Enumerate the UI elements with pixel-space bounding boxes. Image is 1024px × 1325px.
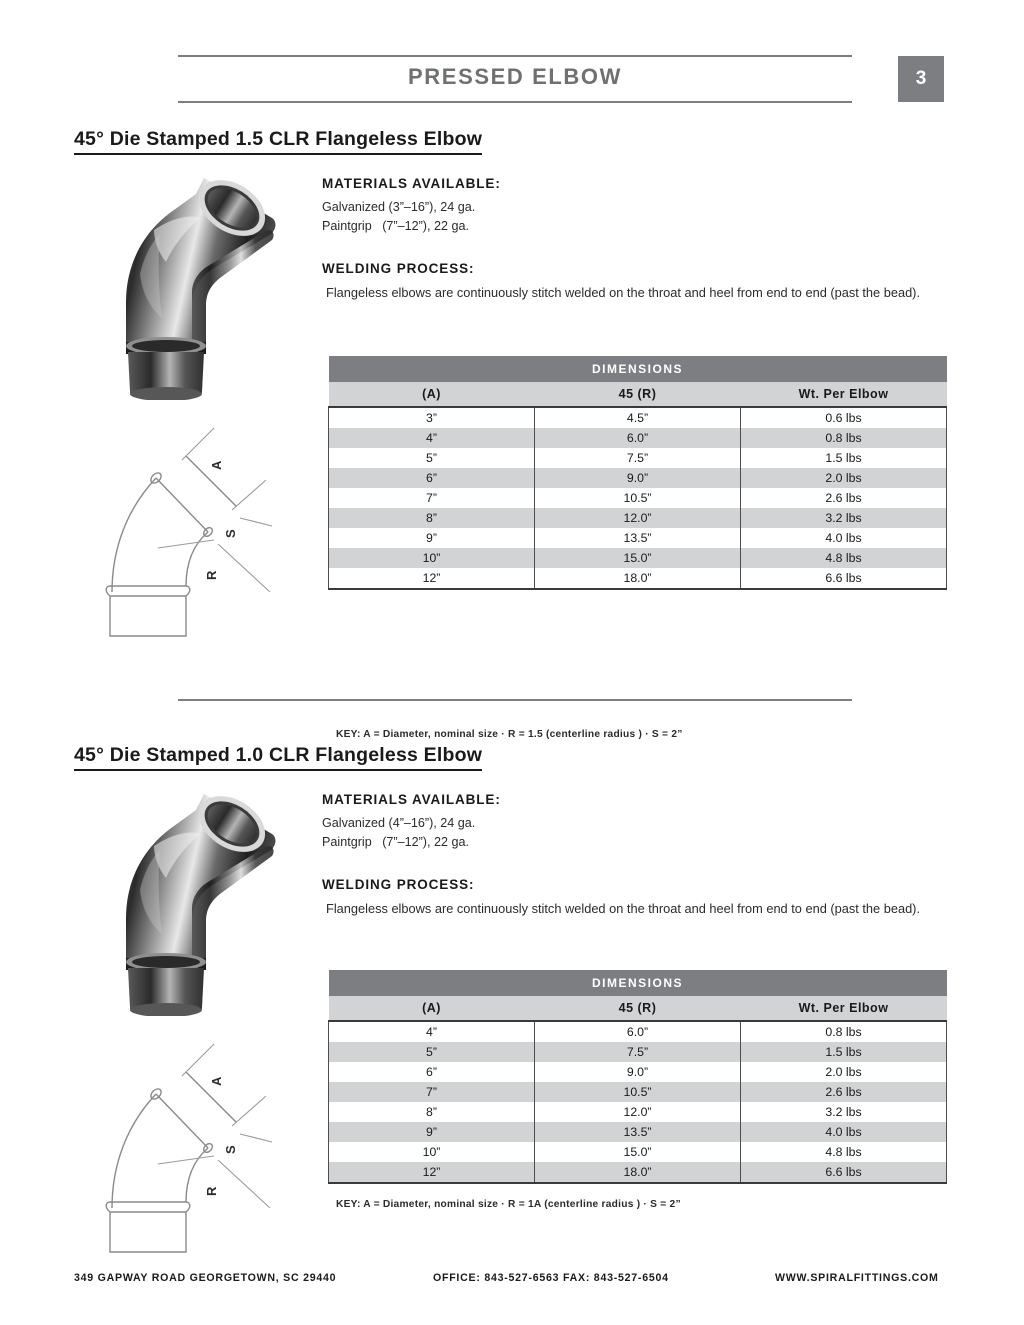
cell-weight: 6.6 lbs xyxy=(741,1162,947,1183)
material-line: Paintgrip (7”–12”), 22 ga. xyxy=(322,218,470,233)
cell-diameter: 8” xyxy=(329,1102,535,1122)
cell-weight: 1.5 lbs xyxy=(741,448,947,468)
table-title: DIMENSIONS xyxy=(329,970,947,996)
cell-radius: 6.0” xyxy=(535,1021,741,1042)
cell-radius: 4.5” xyxy=(535,407,741,428)
cell-diameter: 3” xyxy=(329,407,535,428)
table-header-row xyxy=(329,382,947,407)
column-header-a: (A) xyxy=(329,996,535,1021)
cell-radius: 15.0” xyxy=(535,1142,741,1162)
drawing-label-a: A xyxy=(209,460,224,470)
cell-diameter: 5” xyxy=(329,448,535,468)
cell-radius: 10.5” xyxy=(535,488,741,508)
cell-radius: 18.0” xyxy=(535,1162,741,1183)
drawing-label-r: R xyxy=(204,570,219,580)
cell-radius: 10.5” xyxy=(535,1082,741,1102)
cell-weight: 2.0 lbs xyxy=(741,468,947,488)
cell-weight: 3.2 lbs xyxy=(741,1102,947,1122)
table-key: KEY: A = Diameter, nominal size · R = 1.5 (centerline radius ) · S = 2” xyxy=(336,729,683,740)
cell-weight: 0.8 lbs xyxy=(741,428,947,448)
cell-diameter: 7” xyxy=(329,488,535,508)
table-body xyxy=(329,1021,947,1183)
column-header-weight: Wt. Per Elbow xyxy=(741,382,947,407)
cell-weight: 4.0 lbs xyxy=(741,1122,947,1142)
cell-weight: 4.8 lbs xyxy=(741,548,947,568)
page-footer xyxy=(0,1272,1024,1296)
table-row xyxy=(329,1082,947,1102)
table-row xyxy=(329,1142,947,1162)
drawing-label-s: S xyxy=(223,1145,238,1154)
cell-diameter: 4” xyxy=(329,428,535,448)
table-body xyxy=(329,407,947,589)
material-line: Paintgrip (7”–12”), 22 ga. xyxy=(322,834,470,849)
table-row xyxy=(329,448,947,468)
cell-radius: 13.5” xyxy=(535,1122,741,1142)
cell-radius: 18.0” xyxy=(535,568,741,589)
elbow-dimension-drawing xyxy=(90,1030,310,1255)
cell-diameter: 8” xyxy=(329,508,535,528)
table-header-row xyxy=(329,996,947,1021)
pressed-elbow-photo xyxy=(96,786,286,1016)
cell-weight: 2.0 lbs xyxy=(741,1062,947,1082)
page-number-badge: 3 xyxy=(898,56,944,102)
cell-weight: 0.8 lbs xyxy=(741,1021,947,1042)
page-title: PRESSED ELBOW xyxy=(408,64,622,89)
table-title-row xyxy=(329,356,947,382)
section-title: 45° Die Stamped 1.5 CLR Flangeless Elbow xyxy=(74,128,482,155)
table-title-row xyxy=(329,970,947,996)
header-rule-top xyxy=(178,55,852,57)
cell-radius: 12.0” xyxy=(535,1102,741,1122)
column-header-r: 45 (R) xyxy=(535,382,741,407)
cell-diameter: 4” xyxy=(329,1021,535,1042)
cell-weight: 2.6 lbs xyxy=(741,1082,947,1102)
cell-radius: 7.5” xyxy=(535,448,741,468)
table-row xyxy=(329,1162,947,1183)
material-line: Galvanized (3”–16”), 24 ga. xyxy=(322,200,476,214)
cell-radius: 15.0” xyxy=(535,548,741,568)
cell-radius: 7.5” xyxy=(535,1042,741,1062)
table-row xyxy=(329,1062,947,1082)
column-header-r: 45 (R) xyxy=(535,996,741,1021)
cell-radius: 12.0” xyxy=(535,508,741,528)
dimensions-table xyxy=(328,970,947,1184)
drawing-label-r: R xyxy=(204,1186,219,1196)
welding-body: Flangeless elbows are continuously stitch welded on the throat and heel from end to end (past the bead). xyxy=(326,901,920,917)
table-row xyxy=(329,1021,947,1042)
materials-heading: MATERIALS AVAILABLE: xyxy=(322,176,501,191)
cell-weight: 0.6 lbs xyxy=(741,407,947,428)
cell-radius: 9.0” xyxy=(535,1062,741,1082)
section-divider xyxy=(178,699,852,701)
table-row xyxy=(329,407,947,428)
table-row xyxy=(329,568,947,589)
table-row xyxy=(329,508,947,528)
cell-diameter: 6” xyxy=(329,1062,535,1082)
cell-diameter: 10” xyxy=(329,1142,535,1162)
cell-weight: 4.0 lbs xyxy=(741,528,947,548)
elbow-photo-graphic xyxy=(96,170,286,400)
table-row xyxy=(329,548,947,568)
materials-heading: MATERIALS AVAILABLE: xyxy=(322,792,501,807)
cell-radius: 9.0” xyxy=(535,468,741,488)
cell-diameter: 10” xyxy=(329,548,535,568)
cell-diameter: 7” xyxy=(329,1082,535,1102)
section-title: 45° Die Stamped 1.0 CLR Flangeless Elbow xyxy=(74,744,482,771)
welding-body: Flangeless elbows are continuously stitch welded on the throat and heel from end to end (past the bead). xyxy=(326,285,920,301)
cell-diameter: 12” xyxy=(329,568,535,589)
footer-phone: OFFICE: 843-527-6563 FAX: 843-527-6504 xyxy=(433,1272,669,1284)
cell-radius: 13.5” xyxy=(535,528,741,548)
page-header xyxy=(0,0,1024,120)
cell-weight: 1.5 lbs xyxy=(741,1042,947,1062)
table-row xyxy=(329,428,947,448)
cell-diameter: 9” xyxy=(329,1122,535,1142)
elbow-photo-graphic xyxy=(96,786,286,1016)
cell-diameter: 5” xyxy=(329,1042,535,1062)
footer-website: WWW.SPIRALFITTINGS.COM xyxy=(775,1272,939,1284)
drawing-label-a: A xyxy=(209,1076,224,1086)
column-header-a: (A) xyxy=(329,382,535,407)
cell-weight: 2.6 lbs xyxy=(741,488,947,508)
footer-address: 349 GAPWAY ROAD GEORGETOWN, SC 29440 xyxy=(74,1272,337,1284)
drawing-label-s: S xyxy=(223,529,238,538)
specs-text-block xyxy=(322,792,967,919)
elbow-drawing-graphic xyxy=(90,1030,310,1255)
cell-weight: 6.6 lbs xyxy=(741,568,947,589)
table-key: KEY: A = Diameter, nominal size · R = 1A (centerline radius ) · S = 2” xyxy=(336,1199,681,1210)
table-row xyxy=(329,468,947,488)
pressed-elbow-photo xyxy=(96,170,286,400)
cell-diameter: 6” xyxy=(329,468,535,488)
cell-radius: 6.0” xyxy=(535,428,741,448)
table-row xyxy=(329,1102,947,1122)
column-header-weight: Wt. Per Elbow xyxy=(741,996,947,1021)
table-title: DIMENSIONS xyxy=(329,356,947,382)
cell-weight: 3.2 lbs xyxy=(741,508,947,528)
cell-weight: 4.8 lbs xyxy=(741,1142,947,1162)
table-row xyxy=(329,528,947,548)
table-row xyxy=(329,1122,947,1142)
specs-text-block xyxy=(322,176,967,303)
cell-diameter: 12” xyxy=(329,1162,535,1183)
table-row xyxy=(329,488,947,508)
header-rule-bottom xyxy=(178,101,852,103)
elbow-dimension-drawing xyxy=(90,414,310,639)
elbow-drawing-graphic xyxy=(90,414,310,639)
welding-heading: WELDING PROCESS: xyxy=(322,261,475,277)
cell-diameter: 9” xyxy=(329,528,535,548)
table-row xyxy=(329,1042,947,1062)
dimensions-table xyxy=(328,356,947,590)
welding-heading: WELDING PROCESS: xyxy=(322,877,475,893)
material-line: Galvanized (4”–16”), 24 ga. xyxy=(322,816,476,830)
